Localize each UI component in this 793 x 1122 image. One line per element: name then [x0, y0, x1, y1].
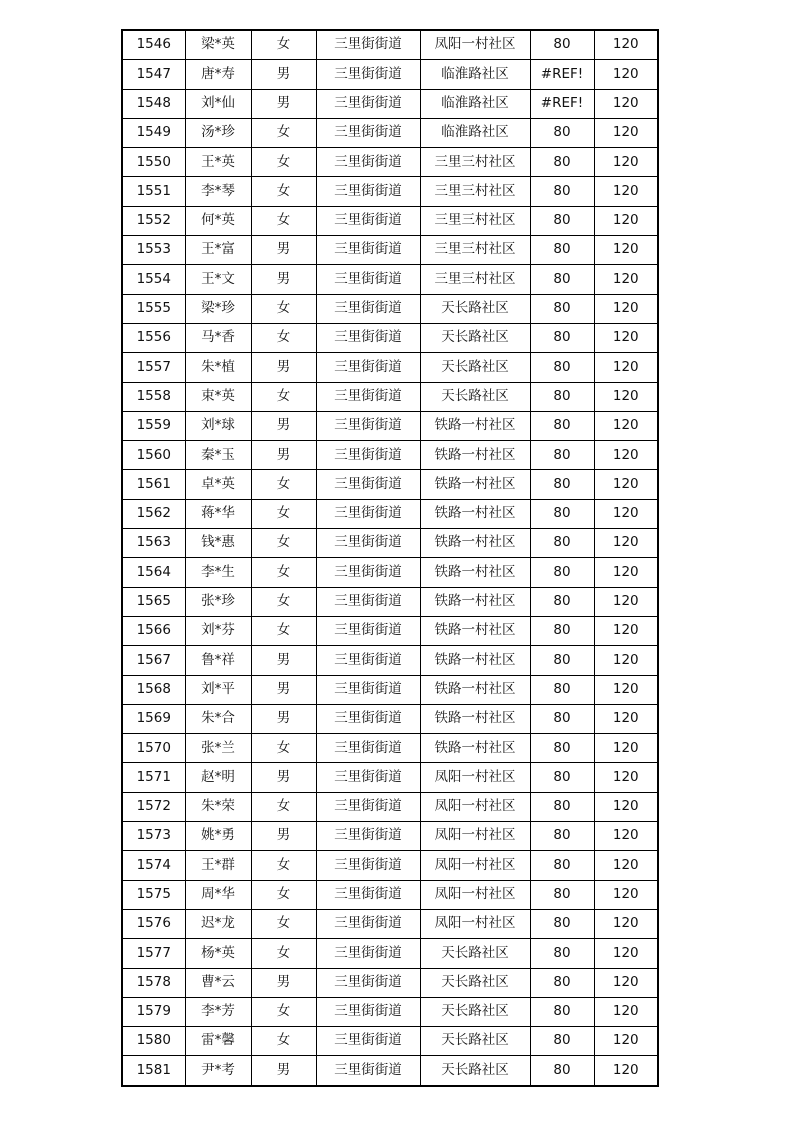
community-cell: 铁路一村社区: [420, 558, 530, 587]
amount-b-cell: 120: [594, 206, 658, 235]
table-row: [122, 118, 658, 147]
amount-a-cell: 80: [530, 206, 594, 235]
amount-b-cell: 120: [594, 382, 658, 411]
table-row: [122, 997, 658, 1026]
name-cell: 刘*仙: [185, 89, 251, 118]
amount-b-cell: 120: [594, 851, 658, 880]
street-cell: 三里街街道: [316, 499, 420, 528]
amount-b-cell: 120: [594, 1027, 658, 1056]
name-cell: 赵*明: [185, 763, 251, 792]
community-cell: 三里三村社区: [420, 265, 530, 294]
serial-number-cell: 1579: [122, 997, 185, 1026]
gender-cell: 男: [251, 1056, 316, 1086]
gender-cell: 女: [251, 294, 316, 323]
amount-b-cell: 120: [594, 646, 658, 675]
gender-cell: 男: [251, 968, 316, 997]
name-cell: 朱*植: [185, 353, 251, 382]
community-cell: 凤阳一村社区: [420, 822, 530, 851]
table-row: [122, 499, 658, 528]
serial-number-cell: 1560: [122, 441, 185, 470]
gender-cell: 女: [251, 587, 316, 616]
street-cell: 三里街街道: [316, 89, 420, 118]
name-cell: 何*英: [185, 206, 251, 235]
table-row: [122, 148, 658, 177]
serial-number-cell: 1553: [122, 236, 185, 265]
serial-number-cell: 1565: [122, 587, 185, 616]
amount-a-cell: 80: [530, 792, 594, 821]
table-row: [122, 851, 658, 880]
gender-cell: 男: [251, 353, 316, 382]
amount-a-cell: 80: [530, 704, 594, 733]
amount-b-cell: 120: [594, 89, 658, 118]
name-cell: 雷*馨: [185, 1027, 251, 1056]
name-cell: 李*琴: [185, 177, 251, 206]
table-row: [122, 968, 658, 997]
serial-number-cell: 1567: [122, 646, 185, 675]
serial-number-cell: 1574: [122, 851, 185, 880]
gender-cell: 女: [251, 382, 316, 411]
serial-number-cell: 1577: [122, 939, 185, 968]
street-cell: 三里街街道: [316, 997, 420, 1026]
amount-b-cell: 120: [594, 968, 658, 997]
community-cell: 铁路一村社区: [420, 646, 530, 675]
gender-cell: 女: [251, 118, 316, 147]
gender-cell: 女: [251, 880, 316, 909]
community-cell: 临淮路社区: [420, 60, 530, 89]
amount-a-cell: 80: [530, 851, 594, 880]
amount-b-cell: 120: [594, 909, 658, 938]
community-cell: 天长路社区: [420, 294, 530, 323]
table-row: [122, 704, 658, 733]
community-cell: 铁路一村社区: [420, 587, 530, 616]
serial-number-cell: 1559: [122, 411, 185, 440]
street-cell: 三里街街道: [316, 880, 420, 909]
name-cell: 鲁*祥: [185, 646, 251, 675]
name-cell: 梁*英: [185, 30, 251, 60]
amount-b-cell: 120: [594, 118, 658, 147]
gender-cell: 女: [251, 206, 316, 235]
amount-a-cell: 80: [530, 499, 594, 528]
street-cell: 三里街街道: [316, 675, 420, 704]
gender-cell: 女: [251, 470, 316, 499]
community-cell: 临淮路社区: [420, 118, 530, 147]
table-row: [122, 411, 658, 440]
serial-number-cell: 1548: [122, 89, 185, 118]
amount-b-cell: 120: [594, 353, 658, 382]
name-cell: 周*华: [185, 880, 251, 909]
amount-b-cell: 120: [594, 265, 658, 294]
table-row: [122, 265, 658, 294]
gender-cell: 男: [251, 763, 316, 792]
gender-cell: 女: [251, 616, 316, 645]
community-cell: 铁路一村社区: [420, 675, 530, 704]
table-row: [122, 763, 658, 792]
street-cell: 三里街街道: [316, 411, 420, 440]
gender-cell: 女: [251, 792, 316, 821]
name-cell: 张*兰: [185, 734, 251, 763]
gender-cell: 女: [251, 529, 316, 558]
table-row: [122, 734, 658, 763]
street-cell: 三里街街道: [316, 236, 420, 265]
serial-number-cell: 1549: [122, 118, 185, 147]
serial-number-cell: 1556: [122, 323, 185, 352]
amount-a-cell: 80: [530, 382, 594, 411]
amount-a-cell: 80: [530, 587, 594, 616]
table-row: [122, 1027, 658, 1056]
community-cell: 铁路一村社区: [420, 441, 530, 470]
name-cell: 朱*合: [185, 704, 251, 733]
street-cell: 三里街街道: [316, 851, 420, 880]
street-cell: 三里街街道: [316, 265, 420, 294]
amount-b-cell: 120: [594, 704, 658, 733]
amount-a-cell: 80: [530, 353, 594, 382]
community-cell: 凤阳一村社区: [420, 851, 530, 880]
serial-number-cell: 1581: [122, 1056, 185, 1086]
serial-number-cell: 1554: [122, 265, 185, 294]
amount-a-cell: 80: [530, 909, 594, 938]
table-row: [122, 1056, 658, 1086]
community-cell: 天长路社区: [420, 382, 530, 411]
table-row: [122, 529, 658, 558]
serial-number-cell: 1568: [122, 675, 185, 704]
amount-b-cell: 120: [594, 499, 658, 528]
table-row: [122, 294, 658, 323]
street-cell: 三里街街道: [316, 470, 420, 499]
amount-a-cell: 80: [530, 1056, 594, 1086]
amount-a-cell: 80: [530, 675, 594, 704]
amount-a-cell: #REF!: [530, 60, 594, 89]
name-cell: 刘*芬: [185, 616, 251, 645]
gender-cell: 女: [251, 323, 316, 352]
serial-number-cell: 1546: [122, 30, 185, 60]
street-cell: 三里街街道: [316, 587, 420, 616]
table-row: [122, 206, 658, 235]
serial-number-cell: 1561: [122, 470, 185, 499]
table-row: [122, 89, 658, 118]
amount-b-cell: 120: [594, 734, 658, 763]
amount-a-cell: 80: [530, 822, 594, 851]
street-cell: 三里街街道: [316, 616, 420, 645]
serial-number-cell: 1566: [122, 616, 185, 645]
amount-b-cell: 120: [594, 880, 658, 909]
street-cell: 三里街街道: [316, 704, 420, 733]
street-cell: 三里街街道: [316, 939, 420, 968]
name-cell: 马*香: [185, 323, 251, 352]
table-row: [122, 646, 658, 675]
name-cell: 迟*龙: [185, 909, 251, 938]
amount-b-cell: 120: [594, 675, 658, 704]
amount-b-cell: 120: [594, 939, 658, 968]
amount-a-cell: 80: [530, 294, 594, 323]
street-cell: 三里街街道: [316, 206, 420, 235]
street-cell: 三里街街道: [316, 1056, 420, 1086]
serial-number-cell: 1571: [122, 763, 185, 792]
amount-b-cell: 120: [594, 294, 658, 323]
name-cell: 王*文: [185, 265, 251, 294]
name-cell: 汤*珍: [185, 118, 251, 147]
street-cell: 三里街街道: [316, 118, 420, 147]
community-cell: 天长路社区: [420, 323, 530, 352]
street-cell: 三里街街道: [316, 763, 420, 792]
serial-number-cell: 1557: [122, 353, 185, 382]
amount-b-cell: 120: [594, 558, 658, 587]
amount-b-cell: 120: [594, 236, 658, 265]
amount-b-cell: 120: [594, 822, 658, 851]
table-row: [122, 441, 658, 470]
street-cell: 三里街街道: [316, 148, 420, 177]
roster-table-body: [122, 30, 658, 1086]
community-cell: 铁路一村社区: [420, 734, 530, 763]
name-cell: 尹*考: [185, 1056, 251, 1086]
amount-a-cell: 80: [530, 411, 594, 440]
table-row: [122, 616, 658, 645]
serial-number-cell: 1552: [122, 206, 185, 235]
community-cell: 凤阳一村社区: [420, 909, 530, 938]
serial-number-cell: 1570: [122, 734, 185, 763]
community-cell: 天长路社区: [420, 353, 530, 382]
street-cell: 三里街街道: [316, 646, 420, 675]
amount-b-cell: 120: [594, 587, 658, 616]
table-row: [122, 323, 658, 352]
community-cell: 天长路社区: [420, 939, 530, 968]
name-cell: 刘*平: [185, 675, 251, 704]
community-cell: 天长路社区: [420, 1027, 530, 1056]
street-cell: 三里街街道: [316, 30, 420, 60]
gender-cell: 女: [251, 851, 316, 880]
community-cell: 铁路一村社区: [420, 470, 530, 499]
name-cell: 朱*荣: [185, 792, 251, 821]
serial-number-cell: 1576: [122, 909, 185, 938]
amount-a-cell: #REF!: [530, 89, 594, 118]
street-cell: 三里街街道: [316, 177, 420, 206]
community-cell: 天长路社区: [420, 1056, 530, 1086]
table-row: [122, 177, 658, 206]
amount-b-cell: 120: [594, 763, 658, 792]
roster-table: [121, 29, 659, 1087]
amount-b-cell: 120: [594, 529, 658, 558]
table-row: [122, 822, 658, 851]
gender-cell: 男: [251, 265, 316, 294]
community-cell: 铁路一村社区: [420, 616, 530, 645]
serial-number-cell: 1580: [122, 1027, 185, 1056]
gender-cell: 男: [251, 60, 316, 89]
gender-cell: 男: [251, 236, 316, 265]
serial-number-cell: 1555: [122, 294, 185, 323]
gender-cell: 女: [251, 558, 316, 587]
street-cell: 三里街街道: [316, 529, 420, 558]
gender-cell: 女: [251, 177, 316, 206]
amount-a-cell: 80: [530, 646, 594, 675]
amount-b-cell: 120: [594, 60, 658, 89]
amount-a-cell: 80: [530, 616, 594, 645]
name-cell: 梁*珍: [185, 294, 251, 323]
community-cell: 三里三村社区: [420, 177, 530, 206]
name-cell: 曹*云: [185, 968, 251, 997]
name-cell: 杨*英: [185, 939, 251, 968]
name-cell: 姚*勇: [185, 822, 251, 851]
gender-cell: 女: [251, 1027, 316, 1056]
table-row: [122, 470, 658, 499]
community-cell: 天长路社区: [420, 997, 530, 1026]
street-cell: 三里街街道: [316, 441, 420, 470]
amount-a-cell: 80: [530, 880, 594, 909]
street-cell: 三里街街道: [316, 1027, 420, 1056]
street-cell: 三里街街道: [316, 968, 420, 997]
name-cell: 刘*球: [185, 411, 251, 440]
amount-b-cell: 120: [594, 616, 658, 645]
table-row: [122, 909, 658, 938]
serial-number-cell: 1551: [122, 177, 185, 206]
amount-a-cell: 80: [530, 236, 594, 265]
name-cell: 王*群: [185, 851, 251, 880]
gender-cell: 男: [251, 646, 316, 675]
gender-cell: 男: [251, 822, 316, 851]
serial-number-cell: 1573: [122, 822, 185, 851]
name-cell: 李*芳: [185, 997, 251, 1026]
serial-number-cell: 1562: [122, 499, 185, 528]
amount-a-cell: 80: [530, 558, 594, 587]
amount-a-cell: 80: [530, 118, 594, 147]
gender-cell: 男: [251, 411, 316, 440]
table-row: [122, 30, 658, 60]
table-row: [122, 675, 658, 704]
table-row: [122, 792, 658, 821]
gender-cell: 女: [251, 30, 316, 60]
table-row: [122, 558, 658, 587]
community-cell: 铁路一村社区: [420, 499, 530, 528]
community-cell: 凤阳一村社区: [420, 763, 530, 792]
serial-number-cell: 1578: [122, 968, 185, 997]
gender-cell: 男: [251, 89, 316, 118]
amount-b-cell: 120: [594, 470, 658, 499]
table-row: [122, 60, 658, 89]
gender-cell: 女: [251, 997, 316, 1026]
gender-cell: 女: [251, 939, 316, 968]
serial-number-cell: 1547: [122, 60, 185, 89]
amount-a-cell: 80: [530, 1027, 594, 1056]
community-cell: 凤阳一村社区: [420, 792, 530, 821]
serial-number-cell: 1550: [122, 148, 185, 177]
name-cell: 唐*寿: [185, 60, 251, 89]
street-cell: 三里街街道: [316, 734, 420, 763]
street-cell: 三里街街道: [316, 792, 420, 821]
amount-b-cell: 120: [594, 1056, 658, 1086]
name-cell: 王*富: [185, 236, 251, 265]
name-cell: 蒋*华: [185, 499, 251, 528]
amount-a-cell: 80: [530, 734, 594, 763]
table-row: [122, 382, 658, 411]
serial-number-cell: 1558: [122, 382, 185, 411]
amount-b-cell: 120: [594, 323, 658, 352]
gender-cell: 女: [251, 909, 316, 938]
community-cell: 铁路一村社区: [420, 704, 530, 733]
table-row: [122, 880, 658, 909]
amount-a-cell: 80: [530, 441, 594, 470]
name-cell: 李*生: [185, 558, 251, 587]
amount-b-cell: 120: [594, 411, 658, 440]
street-cell: 三里街街道: [316, 323, 420, 352]
amount-a-cell: 80: [530, 177, 594, 206]
table-row: [122, 587, 658, 616]
amount-b-cell: 120: [594, 148, 658, 177]
community-cell: 凤阳一村社区: [420, 30, 530, 60]
name-cell: 王*英: [185, 148, 251, 177]
community-cell: 临淮路社区: [420, 89, 530, 118]
amount-a-cell: 80: [530, 470, 594, 499]
gender-cell: 女: [251, 734, 316, 763]
amount-b-cell: 120: [594, 997, 658, 1026]
street-cell: 三里街街道: [316, 60, 420, 89]
amount-b-cell: 120: [594, 441, 658, 470]
name-cell: 束*英: [185, 382, 251, 411]
street-cell: 三里街街道: [316, 909, 420, 938]
amount-a-cell: 80: [530, 265, 594, 294]
street-cell: 三里街街道: [316, 558, 420, 587]
community-cell: 铁路一村社区: [420, 529, 530, 558]
name-cell: 卓*英: [185, 470, 251, 499]
gender-cell: 女: [251, 148, 316, 177]
street-cell: 三里街街道: [316, 294, 420, 323]
gender-cell: 女: [251, 499, 316, 528]
serial-number-cell: 1575: [122, 880, 185, 909]
amount-a-cell: 80: [530, 148, 594, 177]
amount-a-cell: 80: [530, 323, 594, 352]
serial-number-cell: 1569: [122, 704, 185, 733]
community-cell: 三里三村社区: [420, 206, 530, 235]
amount-b-cell: 120: [594, 30, 658, 60]
serial-number-cell: 1563: [122, 529, 185, 558]
street-cell: 三里街街道: [316, 382, 420, 411]
community-cell: 三里三村社区: [420, 148, 530, 177]
street-cell: 三里街街道: [316, 353, 420, 382]
amount-b-cell: 120: [594, 177, 658, 206]
amount-b-cell: 120: [594, 792, 658, 821]
amount-a-cell: 80: [530, 997, 594, 1026]
amount-a-cell: 80: [530, 30, 594, 60]
serial-number-cell: 1572: [122, 792, 185, 821]
name-cell: 张*珍: [185, 587, 251, 616]
name-cell: 秦*玉: [185, 441, 251, 470]
community-cell: 天长路社区: [420, 968, 530, 997]
gender-cell: 男: [251, 675, 316, 704]
serial-number-cell: 1564: [122, 558, 185, 587]
gender-cell: 男: [251, 704, 316, 733]
table-row: [122, 939, 658, 968]
community-cell: 凤阳一村社区: [420, 880, 530, 909]
amount-a-cell: 80: [530, 968, 594, 997]
table-row: [122, 353, 658, 382]
amount-a-cell: 80: [530, 763, 594, 792]
amount-a-cell: 80: [530, 529, 594, 558]
amount-a-cell: 80: [530, 939, 594, 968]
community-cell: 三里三村社区: [420, 236, 530, 265]
table-row: [122, 236, 658, 265]
street-cell: 三里街街道: [316, 822, 420, 851]
gender-cell: 男: [251, 441, 316, 470]
name-cell: 钱*惠: [185, 529, 251, 558]
community-cell: 铁路一村社区: [420, 411, 530, 440]
